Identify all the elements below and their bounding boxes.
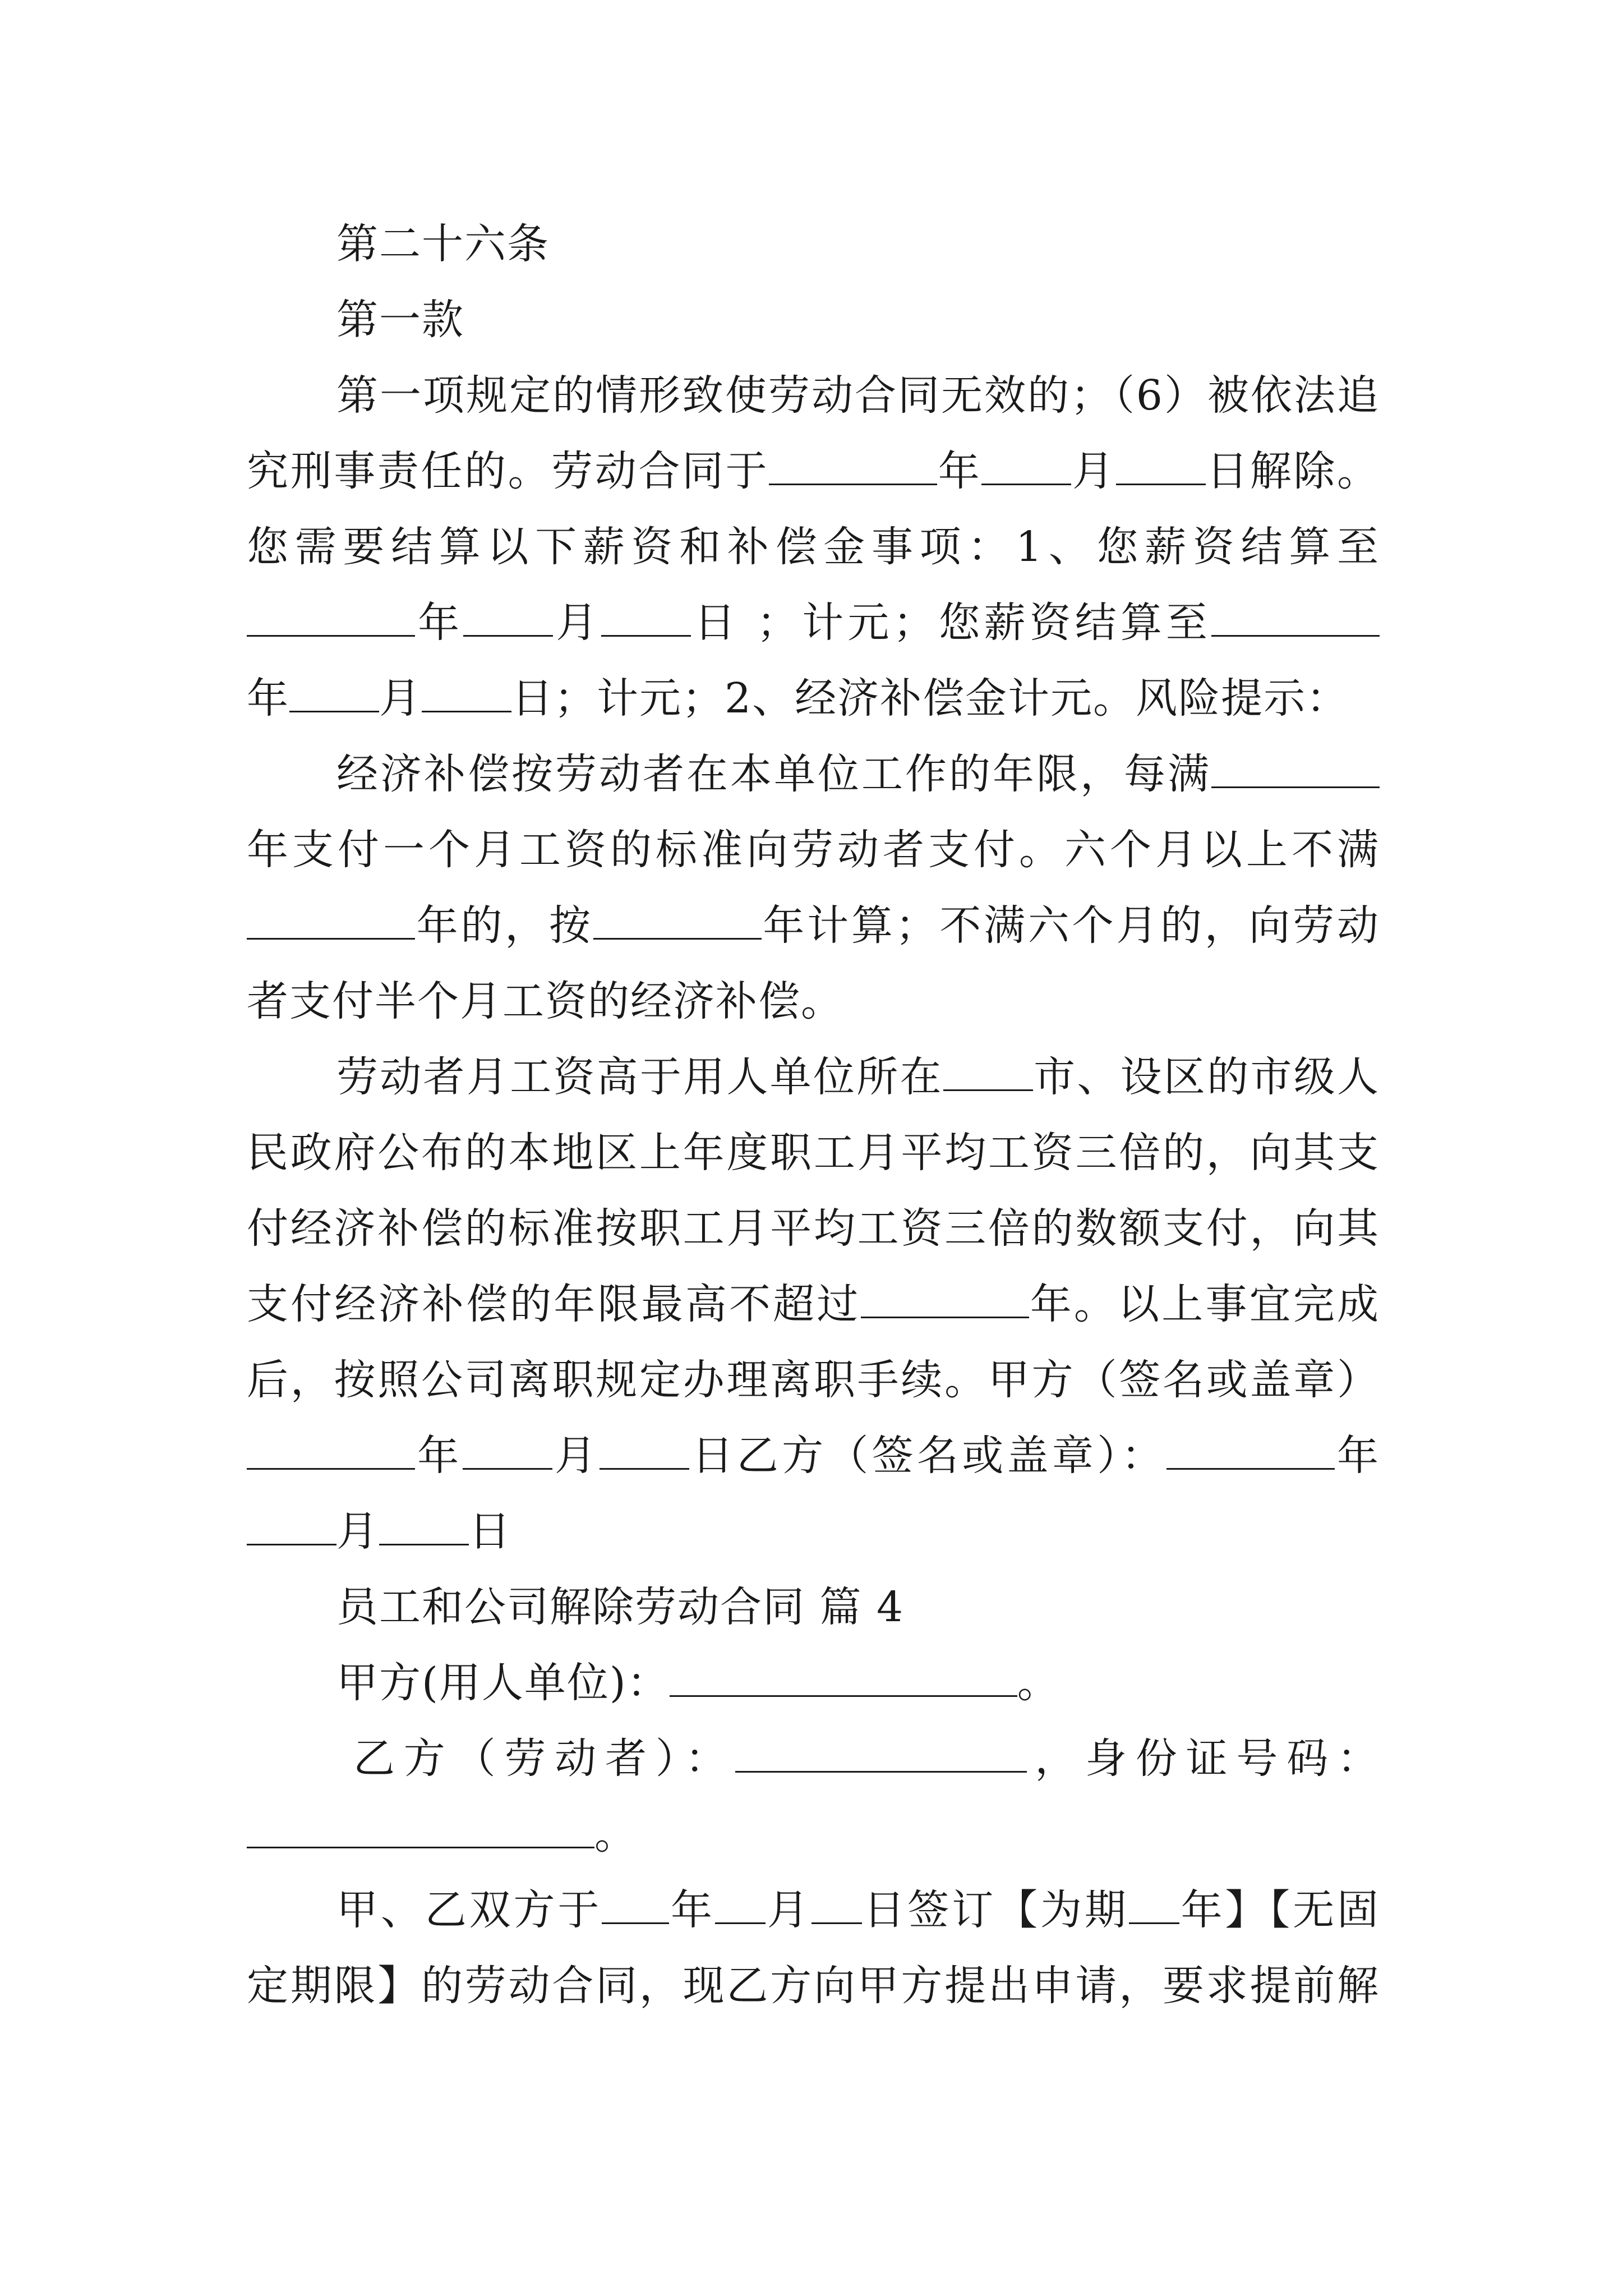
paragraph-text: 民政府公布的本地区上年度职工月平均工资三倍的，向其支 xyxy=(247,1129,1380,1177)
paragraph-text: 日 xyxy=(469,1507,511,1556)
signature-line-1 xyxy=(247,1428,1380,1484)
paragraph-text: 年 xyxy=(669,1886,715,1934)
clause-heading-text: 第一款 xyxy=(336,296,464,344)
paragraph-text: 日解除。 xyxy=(1205,447,1380,495)
paragraph-text: 月 xyxy=(553,599,602,647)
paragraph-text: 月 xyxy=(336,1507,379,1556)
paragraph-line-7 xyxy=(247,822,1380,878)
paragraph-line-1 xyxy=(336,367,1380,424)
id-number-line xyxy=(247,1806,1380,1862)
blank-day xyxy=(600,1429,689,1470)
paragraph-text: 年 xyxy=(937,447,982,495)
paragraph-text: 劳动者月工资高于用人单位所在 xyxy=(336,1053,943,1101)
clause-heading xyxy=(336,292,1380,348)
section-title xyxy=(336,1579,1380,1635)
blank-month xyxy=(463,1429,552,1470)
party-b-line xyxy=(353,1731,1380,1787)
blank-city xyxy=(943,1050,1033,1091)
section-title-text: 员工和公司解除劳动合同 篇 4 xyxy=(336,1583,905,1631)
article-heading xyxy=(336,216,1380,272)
blank-party-b xyxy=(735,1732,1027,1773)
paragraph-text: 月 xyxy=(765,1886,811,1934)
blank-years xyxy=(1211,747,1380,788)
paragraph-text: 日；计元；2、经济补偿金计元。风险提示： xyxy=(511,674,1349,723)
paragraph-text: 付经济补偿的标准按职工月平均工资三倍的数额支付，向其 xyxy=(247,1204,1380,1253)
blank-party-a xyxy=(670,1656,1017,1697)
blank-year xyxy=(247,1429,415,1470)
paragraph-line-14 xyxy=(247,1352,1380,1408)
party-a-line xyxy=(336,1655,1380,1711)
signature-line-2 xyxy=(247,1503,1380,1559)
party-b-label: 乙方（劳动者）： xyxy=(353,1734,736,1783)
paragraph-text: 年 xyxy=(1334,1432,1380,1480)
paragraph-text: 甲、乙双方于 xyxy=(336,1886,602,1934)
blank-month xyxy=(289,671,379,712)
blank-day xyxy=(1116,444,1206,485)
paragraph-line-11 xyxy=(247,1125,1380,1181)
paragraph-text: 第一项规定的情形致使劳动合同无效的；（6）被依法追 xyxy=(336,371,1380,420)
article-heading-text: 第二十六条 xyxy=(336,220,550,268)
blank-day xyxy=(601,596,691,637)
blank-term-years xyxy=(1129,1883,1179,1924)
id-number-label: ，身份证号码： xyxy=(1027,1734,1380,1783)
paragraph-text: 后，按照公司离职规定办理离职手续。甲方（签名或盖章） xyxy=(247,1356,1380,1404)
paragraph-text: 月 xyxy=(552,1432,600,1480)
blank-years xyxy=(247,899,415,940)
blank-month xyxy=(463,596,553,637)
paragraph-text: 定期限】的劳动合同，现乙方向甲方提出申请，要求提前解 xyxy=(247,1962,1380,2010)
paragraph-line-16 xyxy=(247,1958,1380,2014)
paragraph-text: 年支付一个月工资的标准向劳动者支付。六个月以上不满 xyxy=(247,826,1380,874)
paragraph-text: 者支付半个月工资的经济补偿。 xyxy=(247,977,843,1025)
paragraph-text: 年】【无固 xyxy=(1179,1886,1380,1934)
paragraph-line-8 xyxy=(247,898,1380,954)
blank-years xyxy=(861,1277,1029,1318)
paragraph-line-3 xyxy=(247,519,1380,575)
paragraph-line-13 xyxy=(247,1276,1380,1332)
blank-year xyxy=(769,444,937,485)
blank-day xyxy=(422,671,511,712)
paragraph-text: 年计算；不满六个月的，向劳动 xyxy=(761,901,1380,950)
paragraph-line-4 xyxy=(247,595,1380,651)
paragraph-text: 支付经济补偿的年限最高不超过 xyxy=(247,1280,861,1328)
blank-year xyxy=(1166,1429,1335,1470)
paragraph-text: 年 xyxy=(415,1432,463,1480)
paragraph-line-5 xyxy=(247,670,1380,726)
blank-month xyxy=(715,1883,766,1924)
paragraph-text: 年的，按 xyxy=(415,901,593,950)
paragraph-line-2 xyxy=(247,443,1380,499)
paragraph-text: 日 ；计元；您薪资结算至 xyxy=(691,599,1212,647)
blank-id-number xyxy=(247,1807,594,1848)
paragraph-text: 您需要结算以下薪资和补偿金事项：1、您薪资结算至 xyxy=(247,523,1380,571)
paragraph-line-6 xyxy=(336,746,1380,802)
paragraph-text: 月 xyxy=(379,674,422,723)
paragraph-line-15 xyxy=(336,1882,1380,1938)
paragraph-text: 。 xyxy=(1017,1659,1060,1707)
blank-years xyxy=(593,899,762,940)
blank-year xyxy=(602,1883,669,1924)
blank-day xyxy=(379,1504,469,1545)
paragraph-text: 市、设区的市级人 xyxy=(1032,1053,1380,1101)
blank-year xyxy=(247,596,415,637)
paragraph-line-10 xyxy=(336,1049,1380,1105)
paragraph-text: 经济补偿按劳动者在本单位工作的年限，每满 xyxy=(336,750,1211,798)
paragraph-text: 年。以上事宜完成 xyxy=(1029,1280,1380,1328)
paragraph-text: 日签订【为期 xyxy=(861,1886,1129,1934)
paragraph-text: 。 xyxy=(594,1810,637,1858)
blank-month xyxy=(981,444,1071,485)
party-a-label: 甲方(用人单位)： xyxy=(336,1659,670,1707)
blank-year xyxy=(1211,596,1380,637)
blank-month xyxy=(247,1504,336,1545)
paragraph-text: 日乙方（签名或盖章）： xyxy=(689,1432,1166,1480)
blank-day xyxy=(811,1883,862,1924)
paragraph-text: 年 xyxy=(415,599,464,647)
paragraph-text: 月 xyxy=(1071,447,1116,495)
paragraph-line-9 xyxy=(247,973,1380,1029)
paragraph-line-12 xyxy=(247,1200,1380,1257)
paragraph-text: 年 xyxy=(247,674,289,723)
paragraph-text: 究刑事责任的。劳动合同于 xyxy=(247,447,769,495)
